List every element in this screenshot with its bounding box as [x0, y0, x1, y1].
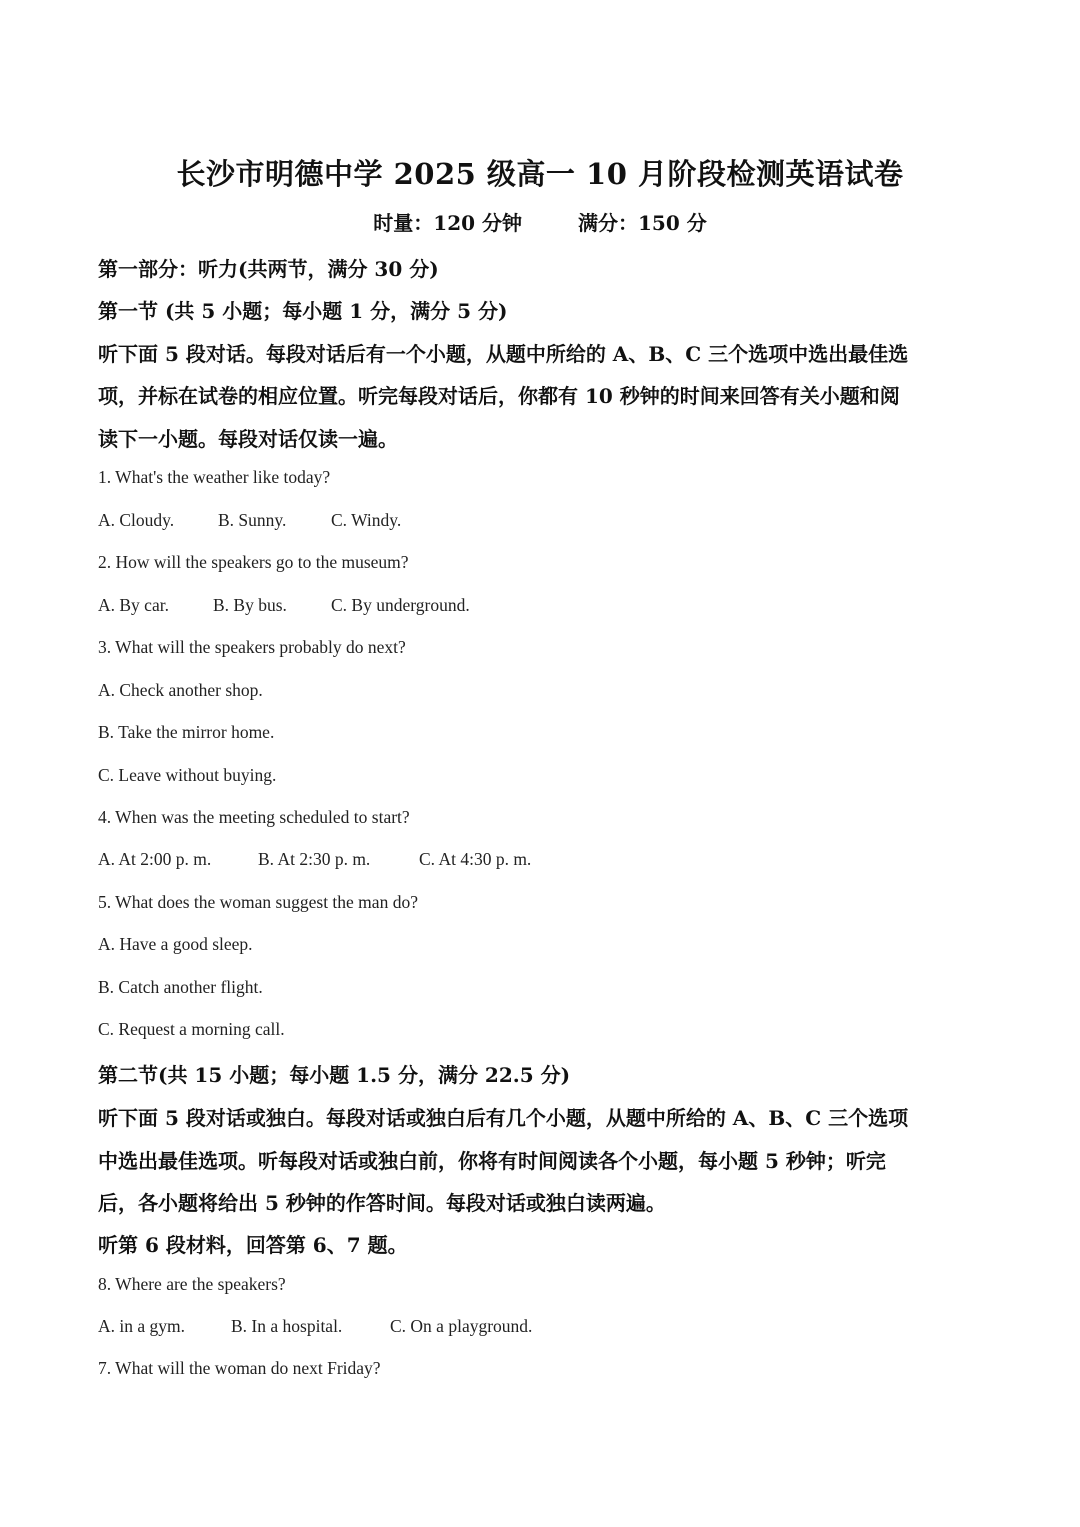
option: A. Have a good sleep. [98, 934, 253, 954]
exam-meta [0, 207, 1080, 236]
option: C. Request a morning call. [98, 1019, 285, 1039]
section1-instruction-line: 项，并标在试卷的相应位置。听完每段对话后，你都有 10 秒钟的时间来回答有关小题和阅 [98, 384, 900, 408]
option: B. By bus. [213, 595, 287, 615]
full-score: 满分：150 分 [578, 211, 707, 235]
question-text: 2. How will the speakers go to the museum? [98, 552, 409, 572]
exam-title: 长沙市明德中学 2025 级高一 10 月阶段检测英语试卷 [176, 157, 904, 191]
section2-instruction-line: 听下面 5 段对话或独白。每段对话或独白后有几个小题，从题中所给的 A、B、C 三个选项 [98, 1106, 909, 1130]
question-text: 4. When was the meeting scheduled to start? [98, 807, 410, 827]
option: B. In a hospital. [231, 1316, 343, 1336]
question-text: 7. What will the woman do next Friday? [98, 1358, 381, 1378]
option: B. Sunny. [218, 510, 287, 530]
section1-instruction-line: 听下面 5 段对话。每段对话后有一个小题，从题中所给的 A、B、C 三个选项中选出最佳选 [98, 342, 909, 366]
option: B. Catch another flight. [98, 977, 263, 997]
section1-instruction-line: 读下一小题。每段对话仅读一遍。 [98, 427, 398, 451]
option: C. By underground. [331, 595, 470, 615]
option: A. Cloudy. [98, 510, 175, 530]
question-text: 3. What will the speakers probably do next? [98, 637, 406, 657]
section2-instruction-line: 后，各小题将给出 5 秒钟的作答时间。每段对话或独白读两遍。 [98, 1191, 666, 1215]
option-row [98, 510, 978, 531]
section1-heading: 第一节 (共 5 小题；每小题 1 分，满分 5 分) [98, 299, 508, 323]
option: A. in a gym. [98, 1316, 186, 1336]
option-row [98, 1316, 978, 1337]
option: A. By car. [98, 595, 169, 615]
option: B. At 2:30 p. m. [258, 849, 371, 869]
option-row [98, 595, 978, 616]
option: A. Check another shop. [98, 680, 263, 700]
option: C. At 4:30 p. m. [419, 849, 532, 869]
section2-heading: 第二节(共 15 小题；每小题 1.5 分，满分 22.5 分) [98, 1063, 571, 1087]
option: C. Leave without buying. [98, 765, 277, 785]
option: C. Windy. [331, 510, 402, 530]
material-note: 听第 6 段材料，回答第 6、7 题。 [98, 1233, 408, 1257]
option: A. At 2:00 p. m. [98, 849, 212, 869]
section2-instruction-line: 中选出最佳选项。听每段对话或独白前，你将有时间阅读各个小题，每小题 5 秒钟；听完 [98, 1149, 886, 1173]
question-text: 5. What does the woman suggest the man do? [98, 892, 418, 912]
option-row [98, 849, 978, 870]
question-text: 8. Where are the speakers? [98, 1274, 286, 1294]
option: B. Take the mirror home. [98, 722, 275, 742]
part1-heading: 第一部分：听力(共两节，满分 30 分) [98, 257, 439, 281]
option: C. On a playground. [390, 1316, 533, 1336]
time-limit: 时量：120 分钟 [373, 211, 522, 235]
question-text: 1. What's the weather like today? [98, 467, 331, 487]
